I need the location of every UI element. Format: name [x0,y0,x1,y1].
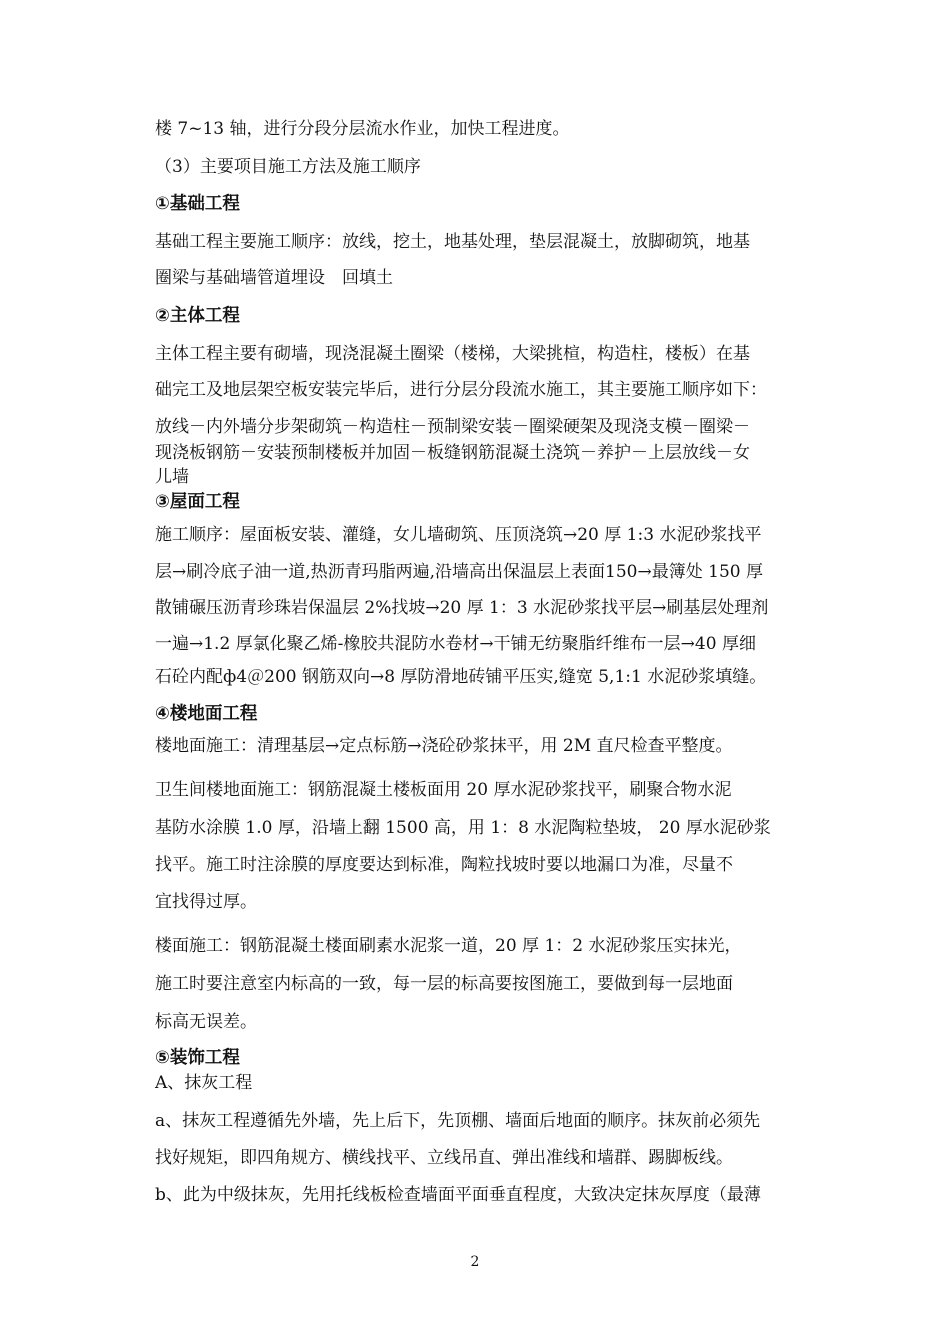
section-heading-main-structure: ②主体工程 [155,306,240,326]
body-text-line: 宜找得过厚。 [155,892,257,912]
body-text-line: 基防水涂膜 1.0 厚，沿墙上翻 1500 高，用 1：8 水泥陶粒垫坡， 20 厚水泥砂浆 [155,818,771,838]
body-text-line: 楼地面施工：清理基层→定点标筋→浇砼砂浆抹平，用 2M 直尺检查平整度。 [155,736,733,756]
body-text-line: 一遍→1.2 厚氯化聚乙烯-橡胶共混防水卷材→干铺无纺聚脂纤维布一层→40 厚细 [155,634,756,654]
section-heading-foundation: ①基础工程 [155,194,240,214]
body-text-line: 楼面施工：钢筋混凝土楼面刷素水泥浆一道，20 厚 1：2 水泥砂浆压实抹光， [155,936,742,956]
body-text-line: 标高无误差。 [155,1012,257,1032]
body-text-line: 楼 7~13 轴，进行分段分层流水作业，加快工程进度。 [155,119,570,139]
body-text-line: 圈梁与基础墙管道埋设 回填土 [155,268,393,288]
body-text-line: 儿墙 [155,467,189,487]
subsection-heading: A、抹灰工程 [155,1073,253,1093]
section-heading-roof: ③屋面工程 [155,492,240,512]
body-text-line: b、此为中级抹灰，先用托线板检查墙面平面垂直程度，大致决定抹灰厚度（最薄 [155,1185,761,1205]
body-text-line: 放线－内外墙分步架砌筑－构造柱－预制梁安装－圈梁硬架及现浇支模－圈梁－ [155,417,750,437]
body-text-line: a、抹灰工程遵循先外墙，先上后下，先顶棚、墙面后地面的顺序。抹灰前必须先 [155,1111,761,1131]
body-text-line: 础完工及地层架空板安装完毕后，进行分层分段流水施工，其主要施工顺序如下： [155,380,767,400]
body-text-line: 主体工程主要有砌墙，现浇混凝土圈梁（楼梯，大梁挑楦，构造柱，楼板）在基 [155,344,750,364]
section-heading-decoration: ⑤装饰工程 [155,1048,240,1068]
section-subheading: （3）主要项目施工方法及施工顺序 [155,157,421,177]
body-text-line: 散铺碾压沥青珍珠岩保温层 2%找坡→20 厚 1：3 水泥砂浆找平层→刷基层处理剂 [155,598,769,618]
section-heading-floor: ④楼地面工程 [155,704,258,724]
body-text-line: 现浇板钢筋－安装预制楼板并加固－板缝钢筋混凝土浇筑－养护－上层放线－女 [155,443,750,463]
body-text-line: 找好规矩，即四角规方、横线找平、立线吊直、弹出准线和墙群、踢脚板线。 [155,1148,733,1168]
body-text-line: 基础工程主要施工顺序：放线，挖土，地基处理，垫层混凝土，放脚砌筑，地基 [155,232,750,252]
body-text-line: 找平。施工时注涂膜的厚度要达到标准，陶粒找坡时要以地漏口为准，尽量不 [155,855,733,875]
body-text-line: 施工时要注意室内标高的一致，每一层的标高要按图施工，要做到每一层地面 [155,974,733,994]
body-text-line: 施工顺序：屋面板安装、灌缝，女儿墙砌筑、压顶浇筑→20 厚 1:3 水泥砂浆找平 [155,525,762,545]
body-text-line: 石砼内配ф4＠200 钢筋双向→8 厚防滑地砖铺平压实,缝宽 5,1:1 水泥砂浆填缝。 [155,667,767,687]
body-text-line: 层→刷冷底子油一道,热沥青玛脂两遍,沿墙高出保温层上表面150→最簿处 150 厚 [155,562,763,582]
body-text-line: 卫生间楼地面施工：钢筋混凝土楼板面用 20 厚水泥砂浆找平，刷聚合物水泥 [155,780,732,800]
page-number: 2 [470,1254,480,1270]
